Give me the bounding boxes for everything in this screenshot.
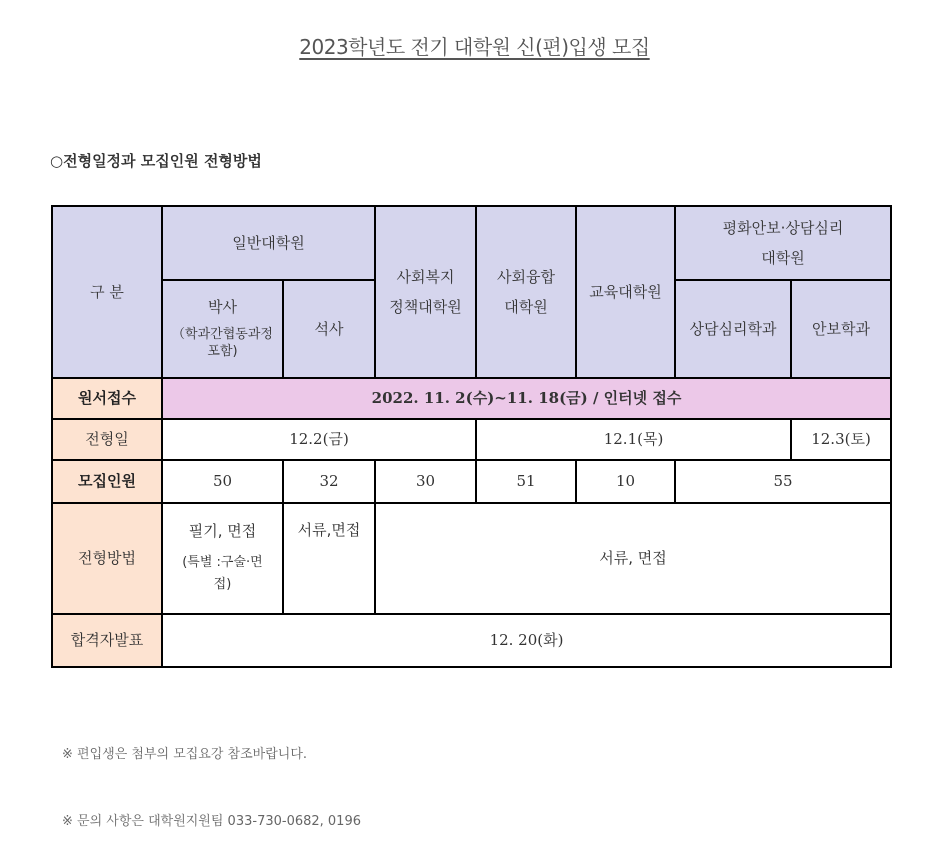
header-social-convergence bbox=[476, 206, 576, 378]
page-title: 2023학년도 전기 대학원 신(편)입생 모집 bbox=[299, 35, 650, 59]
quota-masters: 32 bbox=[283, 460, 375, 503]
header-social-welfare bbox=[375, 206, 476, 378]
header-social-convergence-line2: 대학원 bbox=[504, 298, 548, 316]
header-general-grad: 일반대학원 bbox=[162, 206, 375, 280]
row-label-quota: 모집인원 bbox=[52, 460, 162, 503]
exam-date-middle: 12.1(목) bbox=[476, 419, 791, 460]
row-label-result: 합격자발표 bbox=[52, 614, 162, 667]
header-doctoral-note: （학과간협동과정 포함) bbox=[172, 326, 273, 360]
header-social-welfare-line2: 정책대학원 bbox=[389, 298, 462, 316]
row-label-exam-date: 전형일 bbox=[52, 419, 162, 460]
exam-date-security: 12.3(토) bbox=[791, 419, 891, 460]
header-doctoral-label: 박사 bbox=[208, 298, 237, 317]
note-contact: ※ 문의 사항은 대학원지원팀 033-730-0682, 0196 bbox=[62, 814, 362, 829]
quota-doctoral: 50 bbox=[162, 460, 283, 503]
header-peace-line1: 평화안보·상담심리 bbox=[722, 218, 844, 237]
header-peace-line2: 대학원 bbox=[761, 249, 805, 267]
note-transfer: ※ 편입생은 첨부의 모집요강 참조바랍니다. bbox=[62, 747, 308, 762]
header-peace-security bbox=[675, 206, 891, 280]
header-social-convergence-line1: 사회융합 bbox=[497, 267, 555, 286]
row-label-method: 전형방법 bbox=[52, 503, 162, 614]
header-doctoral bbox=[162, 280, 283, 378]
header-social-welfare-line1: 사회복지 bbox=[396, 267, 455, 286]
row-label-application: 원서접수 bbox=[52, 378, 162, 419]
header-masters: 석사 bbox=[283, 280, 375, 378]
method-doctoral bbox=[162, 503, 283, 614]
quota-social-convergence: 51 bbox=[476, 460, 576, 503]
method-others: 서류, 면접 bbox=[375, 503, 891, 614]
exam-date-general: 12.2(금) bbox=[162, 419, 476, 460]
method-doctoral-main: 필기, 면접 bbox=[188, 522, 257, 541]
header-counseling: 상담심리학과 bbox=[675, 280, 791, 378]
header-education: 교육대학원 bbox=[576, 206, 675, 378]
application-period: 2022. 11. 2(수)~11. 18(금) / 인터넷 접수 bbox=[162, 378, 891, 419]
schedule-table bbox=[51, 205, 892, 668]
header-category: 구 분 bbox=[52, 206, 162, 378]
header-security: 안보학과 bbox=[791, 280, 891, 378]
result-date: 12. 20(화) bbox=[162, 614, 891, 667]
method-doctoral-note: (특별 :구술·면접) bbox=[182, 554, 263, 592]
quota-peace-security: 55 bbox=[675, 460, 891, 503]
quota-education: 10 bbox=[576, 460, 675, 503]
method-masters: 서류,면접 bbox=[283, 503, 375, 614]
quota-social-welfare: 30 bbox=[375, 460, 476, 503]
section-heading: ○전형일정과 모집인원 전형방법 bbox=[50, 152, 262, 170]
